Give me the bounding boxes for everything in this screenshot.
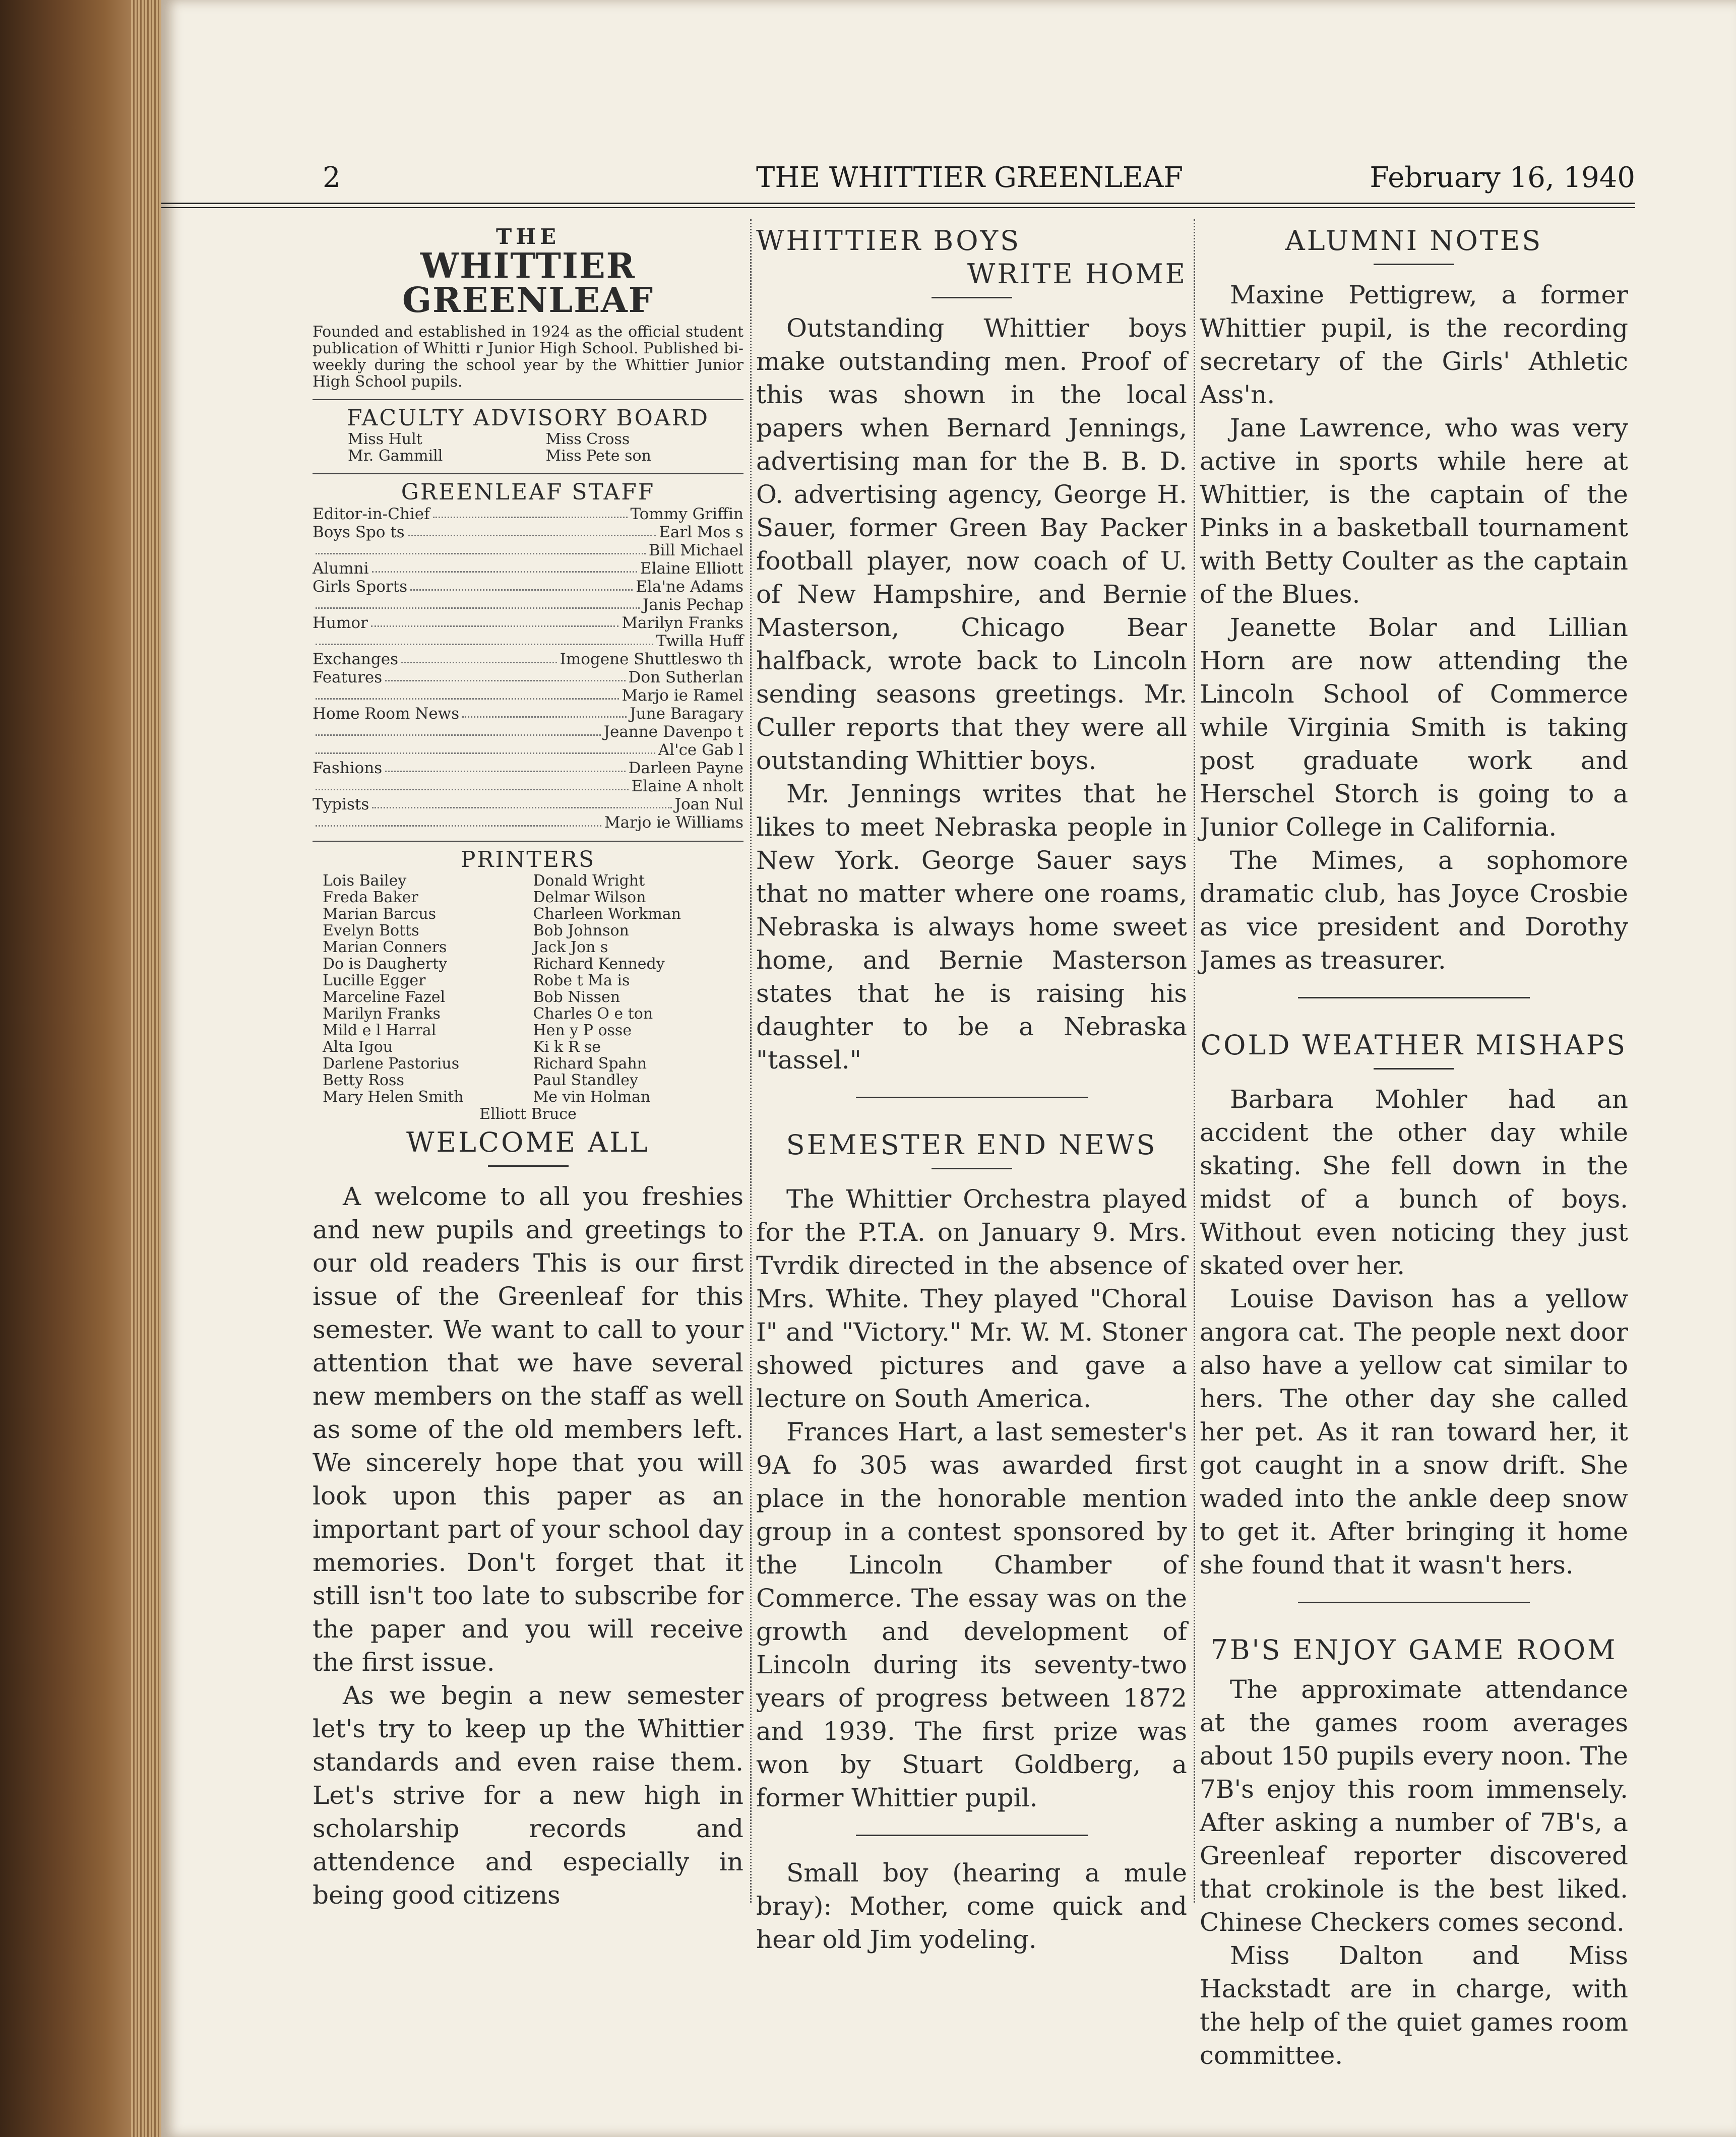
staff-row [313,723,743,741]
staff-name: June Baragary [630,705,743,723]
staff-row [313,614,743,632]
title-rule [1374,1068,1454,1070]
leader-dots [371,614,618,627]
printer-name: Do is Daugherty [323,955,448,973]
paper-title: THE WHITTIER GREENLEAF [756,161,1184,194]
paragraph: As we begin a new semester let's try to keep up the Whittier standards and even raise them. Let's strive for a new high in scholarship records and attendence and especially in being good citizens [313,1681,743,1910]
section-rule [1298,1602,1530,1603]
staff-name: Janis Pechap [642,596,743,614]
column-2 [756,224,1187,1956]
staff-name: Bill Michael [648,541,743,559]
faculty-member: Mr. Gammill [348,447,443,465]
page-number: 2 [323,161,341,194]
joke-body [756,1856,1187,1956]
paragraph: Small boy (hearing a mule bray): Mother, come quick and hear old Jim yodeling. [756,1858,1187,1954]
staff-name: Marilyn Franks [622,614,743,632]
printer-name: Richard Kennedy [533,955,665,973]
title-rule [932,1168,1012,1169]
printer-name: Lois Bailey [323,872,407,890]
printer-name: Marian Barcus [323,905,437,923]
paragraph: The Mimes, a sophomore dramatic club, has Joyce Crosbie as vice president and Dorothy James as treasurer. [1200,846,1628,975]
printer-name: Richard Spahn [533,1055,647,1073]
printer-name: Me vin Holman [533,1088,651,1106]
paragraph: Outstanding Whittier boys make outstanding men. Proof of this was shown in the local papers when Bernard Jennings, advertising man for the B. B. D. O. advertising agency, George H. Sauer, former Green Bay Packer football player, now coach of U. of New Hampshire, and Bernie Masterson, Chicago Bear halfback, wrote back to Lincoln sending seasons greetings. Mr. Culler reports that they were all outstanding Whittier boys. [756,313,1187,775]
staff-role: Boys Spo ts [313,523,405,541]
alumni-body [1200,278,1628,977]
printer-name: Evelyn Botts [323,922,419,939]
paragraph: Frances Hart, a last semester's 9A fo 305 was awarded first place in the honorable mention group in a contest sponsored by the Lincoln Chamber of Commerce. The essay was on the growth and development of Lincoln during its seventy-two years of progress between 1872 and 1939. The first prize was won by Stuart Goldberg, a former Whittier pupil. [756,1417,1187,1812]
staff-name: Marjo ie Ramel [622,686,743,705]
paragraph: Miss Dalton and Miss Hackstadt are in charge, with the help of the quiet games room committee. [1200,1941,1628,2070]
paragraph: Jane Lawrence, who was very active in sports while here at Whittier, is the captain of the Pinks in a basketball tournament with Betty Coulter as the captain of the Blues. [1200,413,1628,609]
section-rule [1298,997,1530,998]
staff-role: Exchanges [313,650,398,668]
printers-list [313,872,743,1105]
title-rule [488,1165,569,1167]
leader-dots [385,668,625,681]
masthead-the: THE [496,224,560,249]
staff-name: Imogene Shuttleswo th [560,650,743,668]
staff-row [313,777,743,795]
page-edges [131,0,161,2137]
faculty-member: Miss Hult [348,430,422,448]
paragraph: Jeanette Bolar and Lillian Horn are now attending the Lincoln School of Commerce while Virginia Smith is taking post graduate work and Herschel Storch is going to a Junior College in California. [1200,613,1628,842]
leader-dots [408,523,656,536]
staff-list [313,505,743,832]
printer-name: Delmar Wilson [533,889,646,906]
staff-role: Editor-in-Chief [313,505,430,523]
title-rule [932,297,1012,298]
staff-role: Typists [313,795,369,813]
staff-name: Elaine Elliott [640,559,743,578]
printer-name: Hen y P osse [533,1022,632,1039]
printer-name: Betty Ross [323,1072,404,1089]
faculty-list [313,431,743,464]
printer-name: Bob Nissen [533,988,621,1006]
paragraph: A welcome to all you freshies and new pupils and greetings to our old readers This is our first issue of the Greenleaf for this semester. We want to call to your attention that we have several new members on the staff as well as some of the old members left. We sincerely hope that you will look upon this paper as an important part of your school day memories. Don't forget that it still isn't too late to subscribe for the paper and you will receive the first issue. [313,1182,743,1677]
book-binding [0,0,151,2137]
paragraph: Mr. Jennings writes that he likes to meet Nebraska people in New York. George Sauer says that no matter where one roams, Nebraska is always home sweet home, and Bernie Masterson states that he is raising his daughter to be a Nebraska "tassel." [756,779,1187,1075]
printer-name: Lucille Egger [323,972,426,989]
leader-dots [316,686,619,700]
boys-title [756,224,1187,291]
divider [313,473,743,474]
printer-name: Bob Johnson [533,922,629,939]
paragraph: Louise Davison has a yellow angora cat. The people next door also have a yellow cat similar to hers. The other day she called her pet. As it ran toward her, it got caught in a snow drift. She waded into the ankle deep snow to get it. After bringing it home she found that it wasn't hers. [1200,1284,1628,1580]
staff-row [313,686,743,705]
staff-row [313,523,743,541]
staff-name: Tommy Griffin [630,505,743,523]
column-3 [1200,224,1628,2072]
printer-name: Marian Conners [323,938,447,956]
column-rule-1 [750,219,752,1903]
printer-name: Darlene Pastorius [323,1055,460,1073]
staff-name: Joan Nul [674,795,743,813]
staff-row [313,578,743,596]
column-1 [313,224,743,1912]
leader-dots [462,705,627,718]
welcome-title: WELCOME ALL [406,1126,650,1158]
paragraph: Maxine Pettigrew, a former Whittier pupil, is the recording secretary of the Girls' Athletic Ass'n. [1200,280,1628,409]
divider [313,841,743,842]
masthead-name: WHITTIER GREENLEAF [402,246,654,321]
staff-row [313,668,743,686]
paragraph: The approximate attendance at the games room averages about 150 pupils every noon. The 7B's enjoy this room immensely. After asking a number of 7B's, a Greenleaf reporter discovered that crokinole is the best liked. Chinese Checkers comes second. [1200,1675,1628,1937]
leader-dots [316,541,646,554]
staff-role: Features [313,668,383,686]
printer-name: Charleen Workman [533,905,681,923]
paragraph: Barbara Mohler had an accident the other day while skating. She fell down in the midst of a bunch of boys. Without even noticing they just skated over her. [1200,1085,1628,1280]
staff-name: Marjo ie Williams [604,813,743,832]
semester-body [756,1182,1187,1814]
staff-row [313,813,743,832]
leader-dots [410,578,633,591]
printers-title: PRINTERS [460,847,596,872]
staff-row [313,650,743,668]
staff-name: Earl Mos s [659,523,743,541]
staff-role: Alumni [313,559,369,578]
staff-row [313,559,743,578]
staff-name: Darleen Payne [628,759,743,777]
staff-name: Twilla Huff [656,632,743,650]
divider [313,399,743,400]
staff-row [313,505,743,523]
masthead-founded: Founded and established in 1924 as the official student publication of Whitti r Junior High School. Published bi-weekly during the school year by the Whittier Junior High School pupils. [313,323,743,391]
boys-title-line1: WHITTIER BOYS [756,225,1021,257]
staff-role: Girls Sports [313,578,408,596]
printer-name: Paul Standley [533,1072,638,1089]
leader-dots [401,650,557,663]
leader-dots [372,795,671,808]
staff-name: Ela'ne Adams [636,578,743,596]
printer-name: Charles O e ton [533,1005,653,1023]
header-rule [161,203,1635,208]
faculty-title: FACULTY ADVISORY BOARD [346,405,710,431]
staff-row [313,705,743,723]
staff-row [313,741,743,759]
cold-title: COLD WEATHER MISHAPS [1200,1029,1628,1061]
staff-name: Jeanne Davenpo t [603,723,743,741]
gameroom-title: 7B'S ENJOY GAME ROOM [1210,1634,1618,1666]
staff-row [313,632,743,650]
printer-name: Jack Jon s [533,938,608,956]
leader-dots [316,632,653,645]
staff-role: Fashions [313,759,383,777]
faculty-member: Miss Cross [545,430,630,448]
leader-dots [385,759,625,772]
staff-row [313,596,743,614]
staff-role: Humor [313,614,368,632]
printers-last: Elliott Bruce [479,1105,577,1123]
column-rule-2 [1194,219,1195,1903]
printer-name: Marilyn Franks [323,1005,441,1023]
printer-name: Marceline Fazel [323,988,446,1006]
leader-dots [316,723,601,736]
cold-body [1200,1083,1628,1582]
leader-dots [316,777,629,790]
section-rule [856,1835,1088,1836]
leader-dots [316,813,601,827]
staff-title: GREENLEAF STAFF [401,479,655,505]
printer-name: Mary Helen Smith [323,1088,464,1106]
staff-name: Al'ce Gab l [658,741,743,759]
issue-date: February 16, 1940 [1370,161,1635,194]
leader-dots [316,596,640,609]
welcome-body [313,1180,743,1912]
printer-name: Donald Wright [533,872,645,890]
staff-role: Home Room News [313,705,460,723]
printer-name: Robe t Ma is [533,972,630,989]
semester-title: SEMESTER END NEWS [786,1129,1157,1161]
title-rule [1374,264,1454,265]
page-header [161,161,1635,202]
boys-title-line2: WRITE HOME [967,258,1187,290]
leader-dots [433,505,628,518]
leader-dots [372,559,637,573]
section-rule [856,1097,1088,1098]
faculty-member: Miss Pete son [545,447,651,465]
staff-name: Elaine A nholt [631,777,743,795]
printer-name: Mild e l Harral [323,1022,437,1039]
staff-row [313,795,743,813]
printer-name: Alta Igou [323,1038,393,1056]
leader-dots [316,741,655,754]
alumni-title: ALUMNI NOTES [1285,225,1543,257]
printer-name: Ki k R se [533,1038,601,1056]
printer-name: Freda Baker [323,889,418,906]
staff-name: Don Sutherlan [628,668,743,686]
paragraph: The Whittier Orchestra played for the P.T.A. on January 9. Mrs. Tvrdik directed in the absence of Mrs. White. They played "Choral I" and "Victory." Mr. W. M. Stoner showed pictures and gave a lecture on South America. [756,1184,1187,1413]
staff-row [313,541,743,559]
staff-row [313,759,743,777]
boys-body [756,311,1187,1077]
gameroom-body [1200,1673,1628,2072]
